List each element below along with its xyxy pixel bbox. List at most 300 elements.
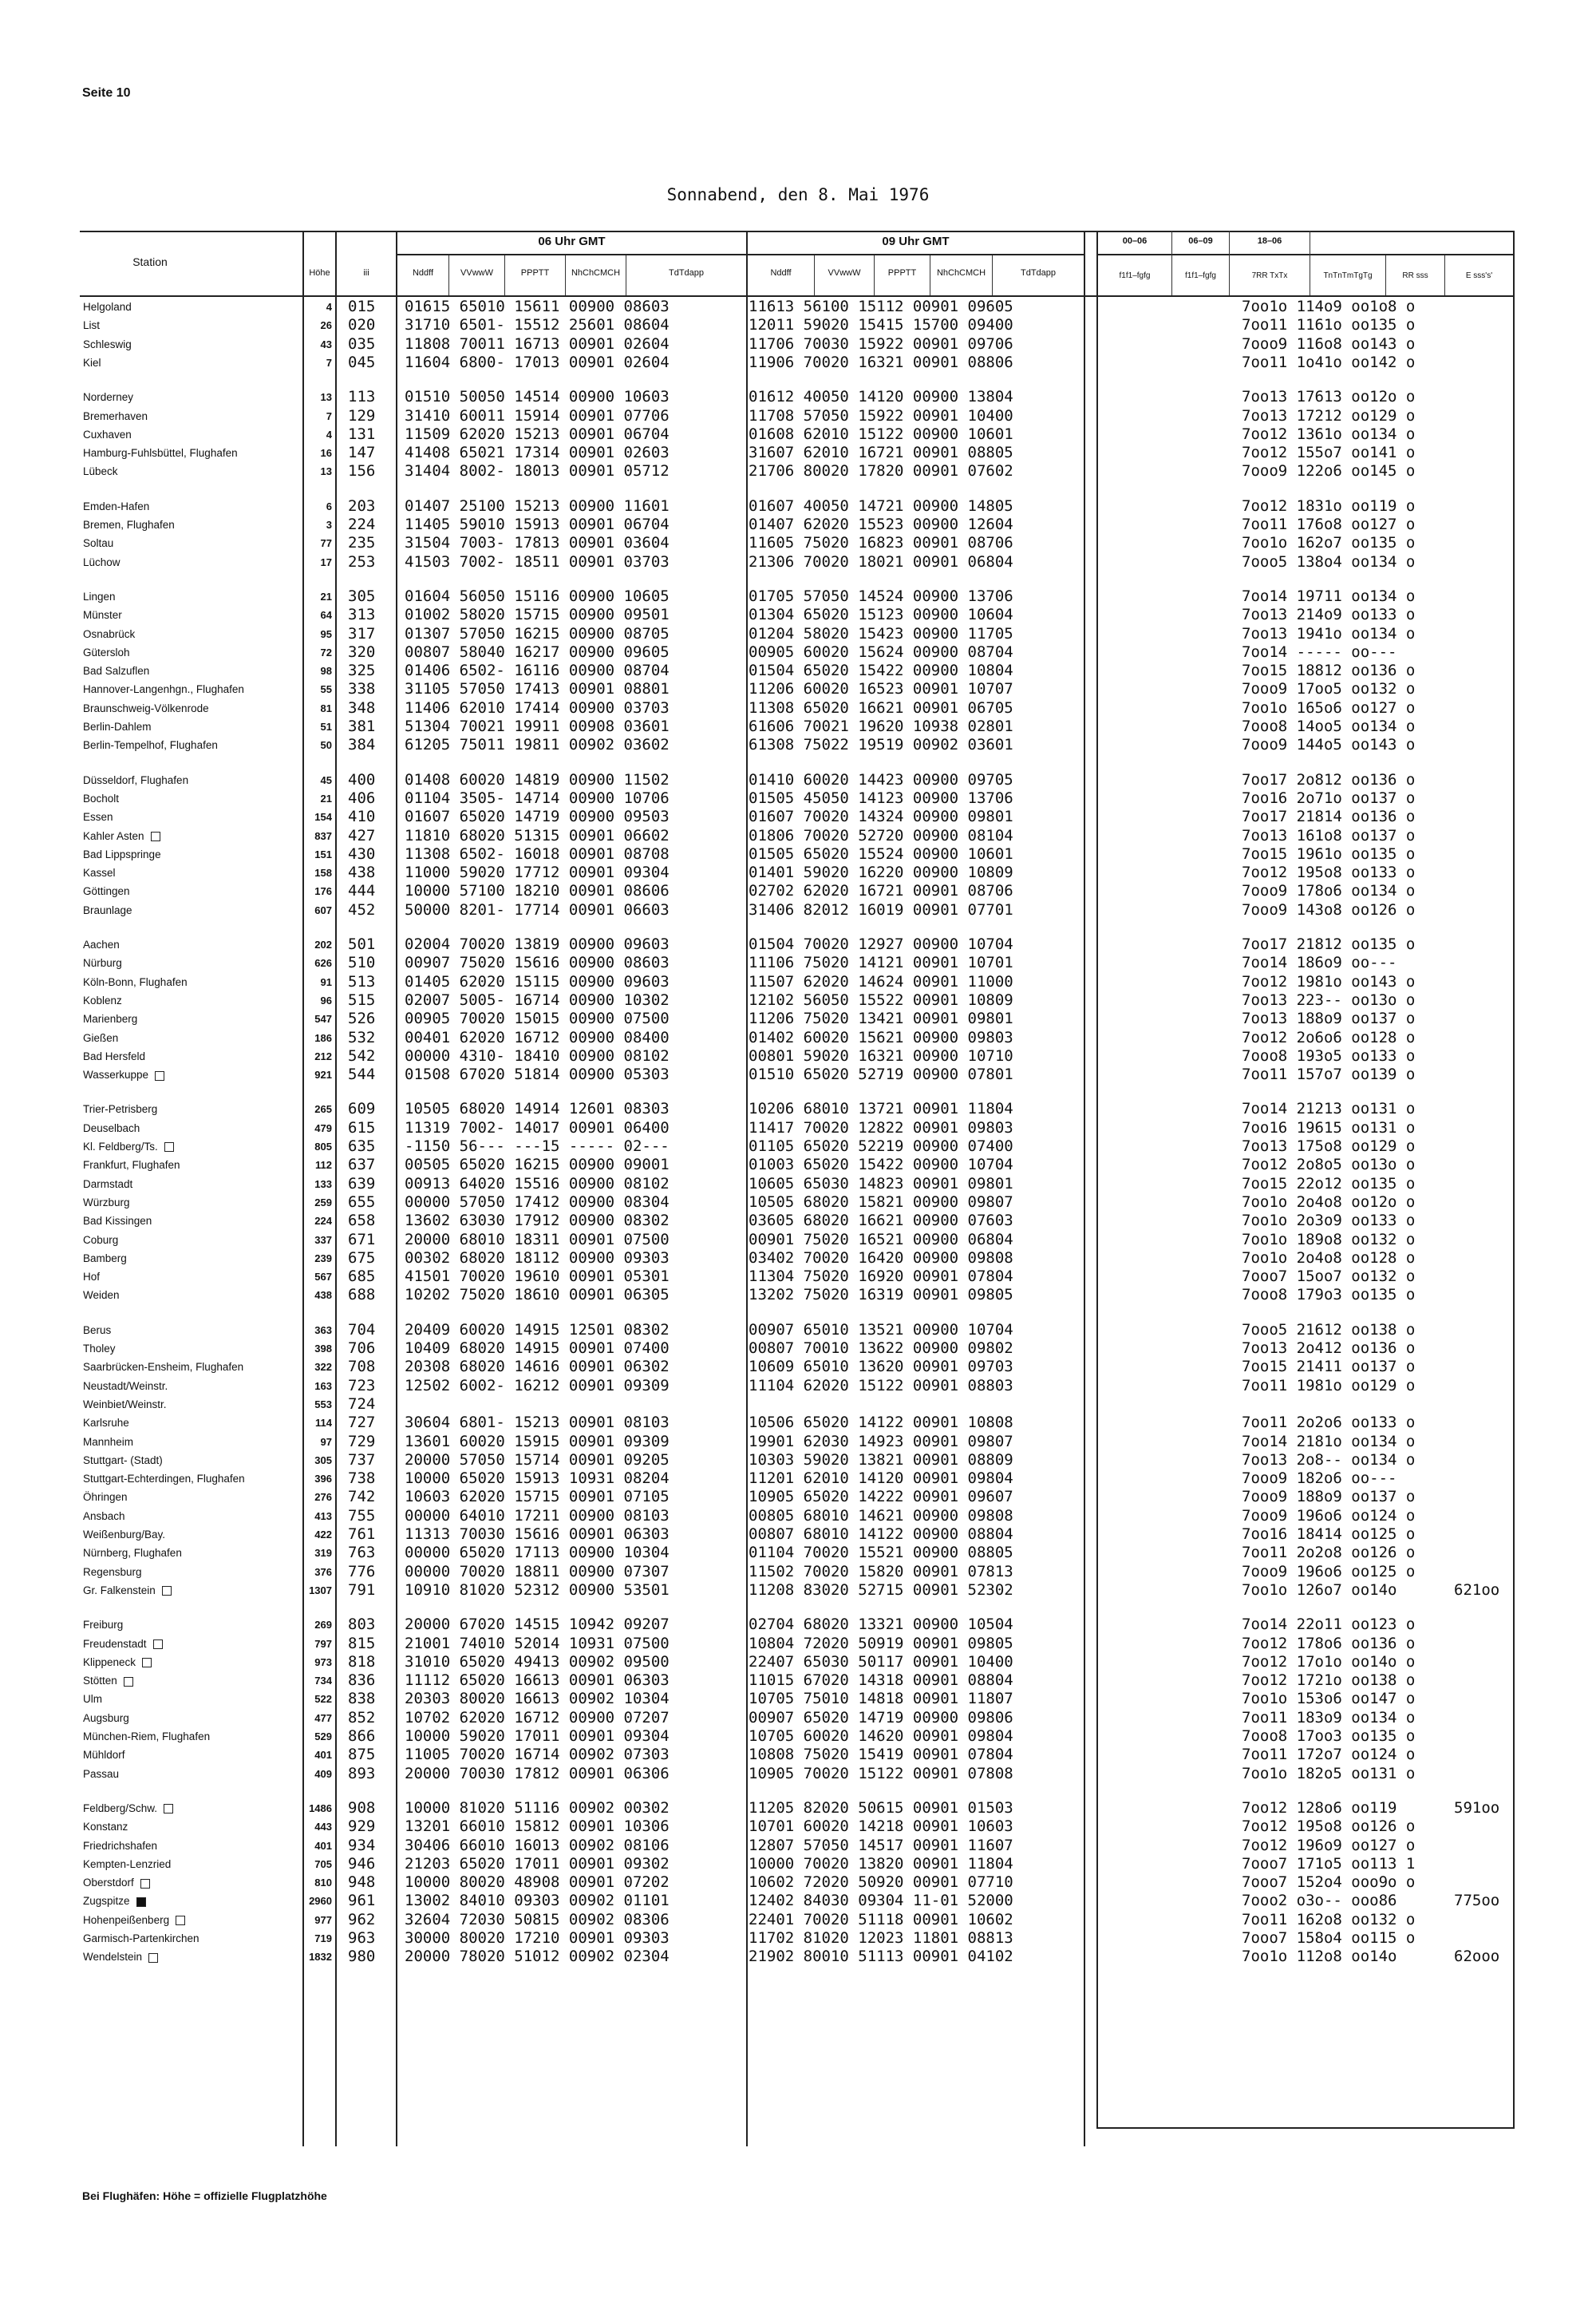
station-name: [83, 1321, 111, 1339]
station-label: Bad Salzuflen: [83, 665, 150, 678]
station-index: 320: [348, 643, 376, 661]
obs-06-gmt: 10000 65020 15913 10931 08204: [405, 1469, 670, 1488]
station-altitude: 305: [314, 1454, 332, 1466]
table-row: [0, 1414, 1596, 1432]
station-altitude: 719: [314, 1932, 332, 1944]
obs-09-gmt: 11015 67020 14318 00901 08804: [749, 1671, 1013, 1690]
obs-09-gmt: 00801 59020 16321 00900 10710: [749, 1046, 1013, 1065]
table-row: [0, 845, 1596, 864]
table-row: [0, 1377, 1596, 1395]
station-index: 727: [348, 1414, 376, 1432]
station-name: [83, 335, 132, 354]
obs-06-gmt: 20000 67020 14515 10942 09207: [405, 1616, 670, 1634]
table-row: [0, 827, 1596, 845]
obs-06-gmt: 20000 57050 15714 00901 09205: [405, 1450, 670, 1469]
station-index: 542: [348, 1046, 376, 1065]
station-label: Würzburg: [83, 1196, 130, 1208]
station-altitude: 837: [314, 829, 332, 842]
station-name: [83, 625, 135, 643]
extremes-values: 7oo12 128o6 oo119: [1242, 1798, 1397, 1817]
station-index: 384: [348, 736, 376, 754]
station-name: [83, 864, 116, 882]
station-label: Braunschweig-Völkenrode: [83, 702, 209, 714]
table-row: [0, 1010, 1596, 1028]
extremes-values: 7ooo9 122o6 oo145 o: [1242, 462, 1416, 481]
obs-06-gmt: 51304 70021 19911 00908 03601: [405, 718, 670, 735]
obs-09-gmt: 11706 70030 15922 00901 09706: [749, 334, 1013, 353]
station-index: 637: [348, 1156, 376, 1174]
station-label: Essen: [83, 811, 113, 824]
extremes-values: 7ooo9 196o6 oo124 o: [1242, 1506, 1416, 1525]
station-label: Helgoland: [83, 301, 132, 313]
table-top-line: [80, 231, 1515, 232]
table-row: [0, 1855, 1596, 1873]
station-index: 761: [348, 1525, 376, 1543]
square-icon: [151, 832, 160, 841]
table-row: [0, 864, 1596, 882]
station-label: Düsseldorf, Flughafen: [83, 773, 189, 786]
station-index: 948: [348, 1873, 376, 1892]
station-name: [83, 1339, 116, 1358]
station-altitude: 607: [314, 904, 332, 916]
obs-09-gmt: 01504 65020 15422 00900 10804: [749, 662, 1013, 680]
station-altitude: 734: [314, 1675, 332, 1687]
table-row: [0, 606, 1596, 624]
obs-09-gmt: 11106 75020 14121 00901 10701: [749, 954, 1013, 972]
station-label: Lingen: [83, 590, 116, 603]
station-index: 934: [348, 1836, 376, 1854]
obs-06-gmt: 01407 25100 15213 00900 11601: [405, 496, 670, 515]
station-index: 755: [348, 1506, 376, 1525]
extremes-values: 7ooo9 17oo5 oo132 o: [1242, 680, 1416, 698]
station-altitude: 81: [320, 702, 332, 714]
table-row: [0, 699, 1596, 718]
obs-06-gmt: 20000 68010 18311 00901 07500: [405, 1230, 670, 1248]
station-label: Nürburg: [83, 957, 122, 970]
table-row: [0, 901, 1596, 920]
station-label: Oberstdorf: [83, 1877, 134, 1889]
station-label: Köln-Bonn, Flughafen: [83, 975, 188, 988]
filled-square-icon: [136, 1897, 146, 1907]
station-index: 235: [348, 534, 376, 552]
station-name: [83, 1746, 125, 1764]
table-row: [0, 354, 1596, 372]
station-name: [83, 1911, 185, 1929]
obs-09-gmt: 11205 82020 50615 00901 01503: [749, 1798, 1013, 1817]
obs-09-gmt: 11605 75020 16823 00901 08706: [749, 534, 1013, 552]
station-label: Hamburg-Fuhlsbüttel, Flughafen: [83, 447, 238, 460]
extremes-values: 7oo11 2o2o8 oo126 o: [1242, 1544, 1416, 1562]
obs-09-gmt: 01401 59020 16220 00900 10809: [749, 864, 1013, 882]
obs-09-gmt: 21902 80010 51113 00901 04102: [749, 1948, 1013, 1966]
obs-09-gmt: 01504 70020 12927 00900 10704: [749, 935, 1013, 953]
station-index: 776: [348, 1562, 376, 1580]
header-tmin: TnTnTmTgTg: [1323, 271, 1373, 280]
table-row: [0, 1635, 1596, 1653]
obs-06-gmt: 10000 80020 48908 00901 07202: [405, 1873, 670, 1892]
obs-06-gmt: 13601 60020 15915 00901 09309: [405, 1432, 670, 1450]
station-altitude: 6: [326, 500, 332, 512]
table-row: [0, 643, 1596, 662]
station-altitude: 438: [314, 1289, 332, 1302]
table-row: [0, 1525, 1596, 1544]
extremes-values: 7oo1o 126o7 oo14o: [1242, 1580, 1397, 1599]
obs-09-gmt: 12807 57050 14517 00901 11607: [749, 1836, 1013, 1854]
station-label: Karlsruhe: [83, 1417, 129, 1430]
station-label: Zugspitze: [83, 1895, 130, 1908]
station-label: Feldberg/Schw.: [83, 1802, 158, 1814]
obs-06-gmt: 20000 78020 51012 00902 02304: [405, 1948, 670, 1966]
header-06-col5: TdTdapp: [668, 268, 705, 278]
station-index: 526: [348, 1010, 376, 1028]
station-index: 738: [348, 1469, 376, 1488]
header-09-col5: TdTdapp: [1020, 268, 1057, 278]
station-name: [83, 954, 122, 972]
station-altitude: 810: [314, 1877, 332, 1889]
station-name: [83, 1671, 133, 1690]
table-row: [0, 1709, 1596, 1727]
station-altitude: 805: [314, 1141, 332, 1153]
station-label: Berus: [83, 1323, 112, 1336]
obs-06-gmt: 01510 50050 14514 00900 10603: [405, 388, 670, 406]
table-row: [0, 553, 1596, 572]
station-label: Öhringen: [83, 1491, 128, 1504]
extremes-values: 7oo12 2o6o6 oo128 o: [1242, 1028, 1416, 1046]
header-06-col4: NhChCMCH: [571, 268, 621, 278]
obs-06-gmt: 01615 65010 15611 00900 08603: [405, 298, 670, 315]
extremes-values: 7oo1o 162o7 oo135 o: [1242, 534, 1416, 552]
extremes-values: 7ooo9 178o6 oo134 o: [1242, 882, 1416, 900]
station-name: [83, 425, 132, 444]
station-index: 406: [348, 789, 376, 807]
station-name: [83, 1414, 129, 1432]
station-altitude: 522: [314, 1693, 332, 1706]
extremes-values: 7oo11 172o7 oo124 o: [1242, 1746, 1416, 1764]
station-altitude: 4: [326, 428, 332, 441]
extremes-values: 7oo12 1721o oo138 o: [1242, 1671, 1416, 1690]
station-index: 515: [348, 991, 376, 1009]
obs-06-gmt: 10603 62020 15715 00901 07105: [405, 1488, 670, 1506]
obs-09-gmt: 01204 58020 15423 00900 11705: [749, 624, 1013, 643]
station-index: 961: [348, 1892, 376, 1910]
station-label: Weinbiet/Weinstr.: [83, 1398, 167, 1410]
table-row: [0, 662, 1596, 680]
station-name: [83, 1358, 243, 1376]
obs-09-gmt: 12402 84030 09304 11-01 52000: [749, 1892, 1013, 1910]
obs-06-gmt: 01604 56050 15116 00900 10605: [405, 587, 670, 605]
table-row: [0, 1507, 1596, 1525]
obs-06-gmt: 01408 60020 14819 00900 11502: [405, 770, 670, 789]
header-period-18-06: 18–06: [1257, 236, 1282, 246]
station-label: Ulm: [83, 1693, 102, 1706]
station-name: [83, 643, 130, 662]
station-name: [83, 1212, 152, 1230]
obs-09-gmt: 10905 65020 14222 00901 09607: [749, 1488, 1013, 1506]
station-altitude: 422: [314, 1529, 332, 1541]
obs-06-gmt: 20308 68020 14616 00901 06302: [405, 1358, 670, 1376]
table-row: [0, 1469, 1596, 1488]
station-index: 156: [348, 462, 376, 481]
extremes-values: 7oo15 21411 oo137 o: [1242, 1358, 1416, 1376]
station-altitude: 224: [314, 1215, 332, 1228]
station-label: Passau: [83, 1767, 120, 1780]
station-name: [83, 1119, 140, 1137]
table-row: [0, 534, 1596, 552]
extremes-values: 7oo12 17o1o oo14o o: [1242, 1652, 1416, 1671]
obs-06-gmt: 00913 64020 15516 00900 08102: [405, 1174, 670, 1193]
station-altitude: 13: [320, 465, 332, 478]
station-altitude: 3: [326, 519, 332, 531]
obs-09-gmt: 00807 70010 13622 00900 09802: [749, 1339, 1013, 1357]
station-index: 325: [348, 662, 376, 680]
table-row: [0, 973, 1596, 991]
station-index: 729: [348, 1432, 376, 1450]
obs-09-gmt: 13202 75020 16319 00901 09805: [749, 1286, 1013, 1304]
station-name: [83, 1892, 146, 1910]
table-row: [0, 1837, 1596, 1855]
table-row: [0, 462, 1596, 481]
obs-06-gmt: 11406 62010 17414 00900 03703: [405, 698, 670, 717]
station-altitude: 1486: [309, 1802, 332, 1814]
station-label: Frankfurt, Flughafen: [83, 1159, 180, 1172]
extremes-values: 7oo1o 182o5 oo131 o: [1242, 1764, 1416, 1782]
station-altitude: 97: [320, 1435, 332, 1448]
header-09-col4: NhChCMCH: [936, 268, 986, 278]
station-index: 131: [348, 425, 376, 443]
station-index: 113: [348, 388, 376, 406]
station-index: 317: [348, 624, 376, 643]
station-name: [83, 1581, 172, 1600]
extremes-values: 7oo16 19615 oo131 o: [1242, 1118, 1416, 1137]
station-index: 685: [348, 1268, 376, 1286]
obs-09-gmt: 01505 65020 15524 00900 10601: [749, 844, 1013, 863]
station-label: Deuselbach: [83, 1121, 140, 1134]
station-name: [83, 1249, 127, 1268]
extremes-values: 7oo14 2181o oo134 o: [1242, 1432, 1416, 1450]
extremes-values: 7oo1o 165o6 oo127 o: [1242, 698, 1416, 717]
obs-06-gmt: 13002 84010 09303 00902 01101: [405, 1892, 670, 1910]
extremes-values: 7oo11 183o9 oo134 o: [1242, 1708, 1416, 1726]
extremes-values: 7ooo8 193o5 oo133 o: [1242, 1046, 1416, 1065]
station-name: [83, 1286, 120, 1304]
extremes-values: 7oo14 19711 oo134 o: [1242, 587, 1416, 605]
extremes-values: 7oo12 196o9 oo127 o: [1242, 1836, 1416, 1854]
obs-06-gmt: 11810 68020 51315 00901 06602: [405, 826, 670, 844]
extremes-values: 7oo14 21213 oo131 o: [1242, 1100, 1416, 1118]
station-index: 313: [348, 606, 376, 624]
table-row: [0, 1451, 1596, 1469]
table-row: [0, 1047, 1596, 1066]
station-name: [83, 1047, 145, 1066]
obs-09-gmt: 11417 70020 12822 00901 09803: [749, 1118, 1013, 1137]
station-label: Kahler Asten: [83, 829, 144, 842]
obs-06-gmt: 21001 74010 52014 10931 07500: [405, 1634, 670, 1652]
table-row: [0, 1321, 1596, 1339]
station-index: 655: [348, 1193, 376, 1211]
station-label: Stötten: [83, 1675, 117, 1687]
obs-09-gmt: 10705 75010 14818 00901 11807: [749, 1690, 1013, 1708]
station-label: Kiel: [83, 356, 101, 369]
obs-06-gmt: 31105 57050 17413 00901 08801: [405, 680, 670, 698]
obs-09-gmt: 01105 65020 52219 00900 07400: [749, 1137, 1013, 1155]
table-row: [0, 1249, 1596, 1268]
extremes-values: 7oo13 214o9 oo133 o: [1242, 606, 1416, 624]
table-row: [0, 1231, 1596, 1249]
station-label: Konstanz: [83, 1821, 128, 1833]
extremes-values: 7oo14 22o11 oo123 o: [1242, 1616, 1416, 1634]
station-index: 253: [348, 552, 376, 571]
obs-09-gmt: 21306 70020 18021 00901 06804: [749, 552, 1013, 571]
obs-06-gmt: 01508 67020 51814 00900 05303: [405, 1066, 670, 1084]
square-icon: [142, 1658, 152, 1667]
table-row: [0, 1544, 1596, 1562]
obs-09-gmt: 10804 72020 50919 00901 09805: [749, 1634, 1013, 1652]
station-name: [83, 680, 244, 698]
extremes-values: 7oo13 2o8-- oo134 o: [1242, 1450, 1416, 1469]
station-altitude: 398: [314, 1343, 332, 1355]
station-index: 929: [348, 1817, 376, 1836]
square-icon: [148, 1953, 158, 1963]
obs-06-gmt: 00000 65020 17113 00900 10304: [405, 1544, 670, 1562]
extremes-values: 7ooo7 152o4 ooo9o o: [1242, 1873, 1416, 1892]
station-altitude: 91: [320, 975, 332, 988]
station-name: [83, 1433, 133, 1451]
station-altitude: 133: [314, 1177, 332, 1190]
station-index: 763: [348, 1544, 376, 1562]
extremes-values: 7oo16 2o71o oo137 o: [1242, 789, 1416, 807]
obs-09-gmt: 10905 70020 15122 00901 07808: [749, 1764, 1013, 1782]
station-label: Hohenpeißenberg: [83, 1913, 170, 1926]
extremes-values: 7ooo8 17oo3 oo135 o: [1242, 1727, 1416, 1745]
station-name: [83, 1948, 158, 1966]
station-label: Bremerhaven: [83, 409, 148, 422]
station-altitude: 202: [314, 939, 332, 951]
extremes-values: 7oo15 18812 oo136 o: [1242, 662, 1416, 680]
table-row: [0, 388, 1596, 406]
extremes-values: 7ooo5 138o4 oo134 o: [1242, 552, 1416, 571]
square-icon: [164, 1804, 173, 1813]
obs-09-gmt: 10602 72020 50920 00901 07710: [749, 1873, 1013, 1892]
station-name: [83, 1616, 123, 1634]
obs-09-gmt: 11906 70020 16321 00901 08806: [749, 353, 1013, 371]
obs-09-gmt: 12102 56050 15522 00901 10809: [749, 991, 1013, 1009]
station-label: Berlin-Tempelhof, Flughafen: [83, 739, 218, 752]
station-label: Lübeck: [83, 465, 118, 478]
square-icon: [124, 1677, 133, 1687]
obs-06-gmt: 00905 70020 15015 00900 07500: [405, 1010, 670, 1028]
extremes-values: 7oo12 1361o oo134 o: [1242, 425, 1416, 443]
table-row: [0, 882, 1596, 900]
station-index: 963: [348, 1929, 376, 1947]
table-row: [0, 954, 1596, 972]
extremes-values: 7oo15 22o12 oo135 o: [1242, 1174, 1416, 1193]
extremes-values: 7ooo7 158o4 oo115 o: [1242, 1929, 1416, 1947]
table-row: [0, 1911, 1596, 1929]
station-label: Braunlage: [83, 904, 132, 916]
header-p2-sub: f1f1–fgfg: [1185, 271, 1216, 280]
station-name: [83, 973, 188, 991]
station-index: 635: [348, 1137, 376, 1155]
station-altitude: 96: [320, 994, 332, 1007]
extremes-values: 7oo11 2o2o6 oo133 o: [1242, 1414, 1416, 1432]
obs-09-gmt: 01705 57050 14524 00900 13706: [749, 587, 1013, 605]
obs-06-gmt: 20409 60020 14915 12501 08302: [405, 1320, 670, 1339]
station-altitude: 151: [314, 848, 332, 860]
obs-09-gmt: 11304 75020 16920 00901 07804: [749, 1268, 1013, 1286]
station-altitude: 269: [314, 1619, 332, 1632]
station-altitude: 186: [314, 1031, 332, 1044]
table-row: [0, 991, 1596, 1010]
obs-06-gmt: 01405 62020 15115 00900 09603: [405, 972, 670, 991]
station-index: 675: [348, 1248, 376, 1267]
obs-06-gmt: 11112 65020 16613 00901 06303: [405, 1671, 670, 1690]
station-altitude: 98: [320, 665, 332, 678]
extremes-values: 7ooo8 179o3 oo135 o: [1242, 1286, 1416, 1304]
table-row: [0, 1581, 1596, 1600]
station-name: [83, 1137, 174, 1156]
header-06-col1: Nddff: [412, 268, 434, 278]
station-altitude: 72: [320, 646, 332, 659]
obs-09-gmt: 00905 60020 15624 00900 08704: [749, 643, 1013, 661]
table-row: [0, 625, 1596, 643]
obs-06-gmt: 10000 81020 51116 00902 00302: [405, 1798, 670, 1817]
station-index: 438: [348, 864, 376, 882]
station-index: 532: [348, 1028, 376, 1046]
table-row: [0, 1193, 1596, 1212]
station-name: [83, 901, 132, 920]
station-index: 671: [348, 1230, 376, 1248]
obs-09-gmt: 11104 62020 15122 00901 08803: [749, 1376, 1013, 1394]
station-label: Darmstadt: [83, 1177, 133, 1190]
station-label: Schleswig: [83, 338, 132, 350]
station-altitude: 43: [320, 338, 332, 350]
table-row: [0, 1268, 1596, 1286]
station-index: 639: [348, 1174, 376, 1193]
obs-06-gmt: 01307 57050 16215 00900 08705: [405, 624, 670, 643]
station-altitude: 1307: [309, 1584, 332, 1596]
extremes-values: 7oo11 176o8 oo127 o: [1242, 516, 1416, 533]
station-altitude: 212: [314, 1050, 332, 1062]
station-name: [83, 534, 113, 552]
obs-06-gmt: 31010 65020 49413 00902 09500: [405, 1652, 670, 1671]
extremes-values: 7ooo9 188o9 oo137 o: [1242, 1488, 1416, 1506]
obs-09-gmt: 11206 60020 16523 00901 10707: [749, 680, 1013, 698]
station-index: 427: [348, 826, 376, 844]
obs-09-gmt: 11708 57050 15922 00901 10400: [749, 406, 1013, 425]
obs-09-gmt: 01505 45050 14123 00900 13706: [749, 789, 1013, 807]
table-bottom-line-right: [1096, 2127, 1515, 2129]
station-label: München-Riem, Flughafen: [83, 1730, 211, 1742]
obs-09-gmt: 00907 65010 13521 00900 10704: [749, 1320, 1013, 1339]
table-row: [0, 1358, 1596, 1376]
table-row: [0, 407, 1596, 425]
extremes-values: 7oo1o 189o8 oo132 o: [1242, 1230, 1416, 1248]
station-name: [83, 827, 160, 845]
station-altitude: 50: [320, 739, 332, 752]
extremes-values: 7oo17 2o812 oo136 o: [1242, 770, 1416, 789]
extremes-values: 7oo13 161o8 oo137 o: [1242, 826, 1416, 844]
station-name: [83, 1193, 130, 1212]
station-name: [83, 1395, 167, 1414]
extremes-values: 7oo1o 2o4o8 oo12o o: [1242, 1193, 1416, 1211]
station-name: [83, 1156, 180, 1174]
obs-09-gmt: 31406 82012 16019 00901 07701: [749, 900, 1013, 919]
table-row: [0, 497, 1596, 516]
station-altitude: 376: [314, 1565, 332, 1578]
obs-09-gmt: 10206 68010 13721 00901 11804: [749, 1100, 1013, 1118]
table-row: [0, 335, 1596, 354]
station-label: Cuxhaven: [83, 428, 132, 441]
